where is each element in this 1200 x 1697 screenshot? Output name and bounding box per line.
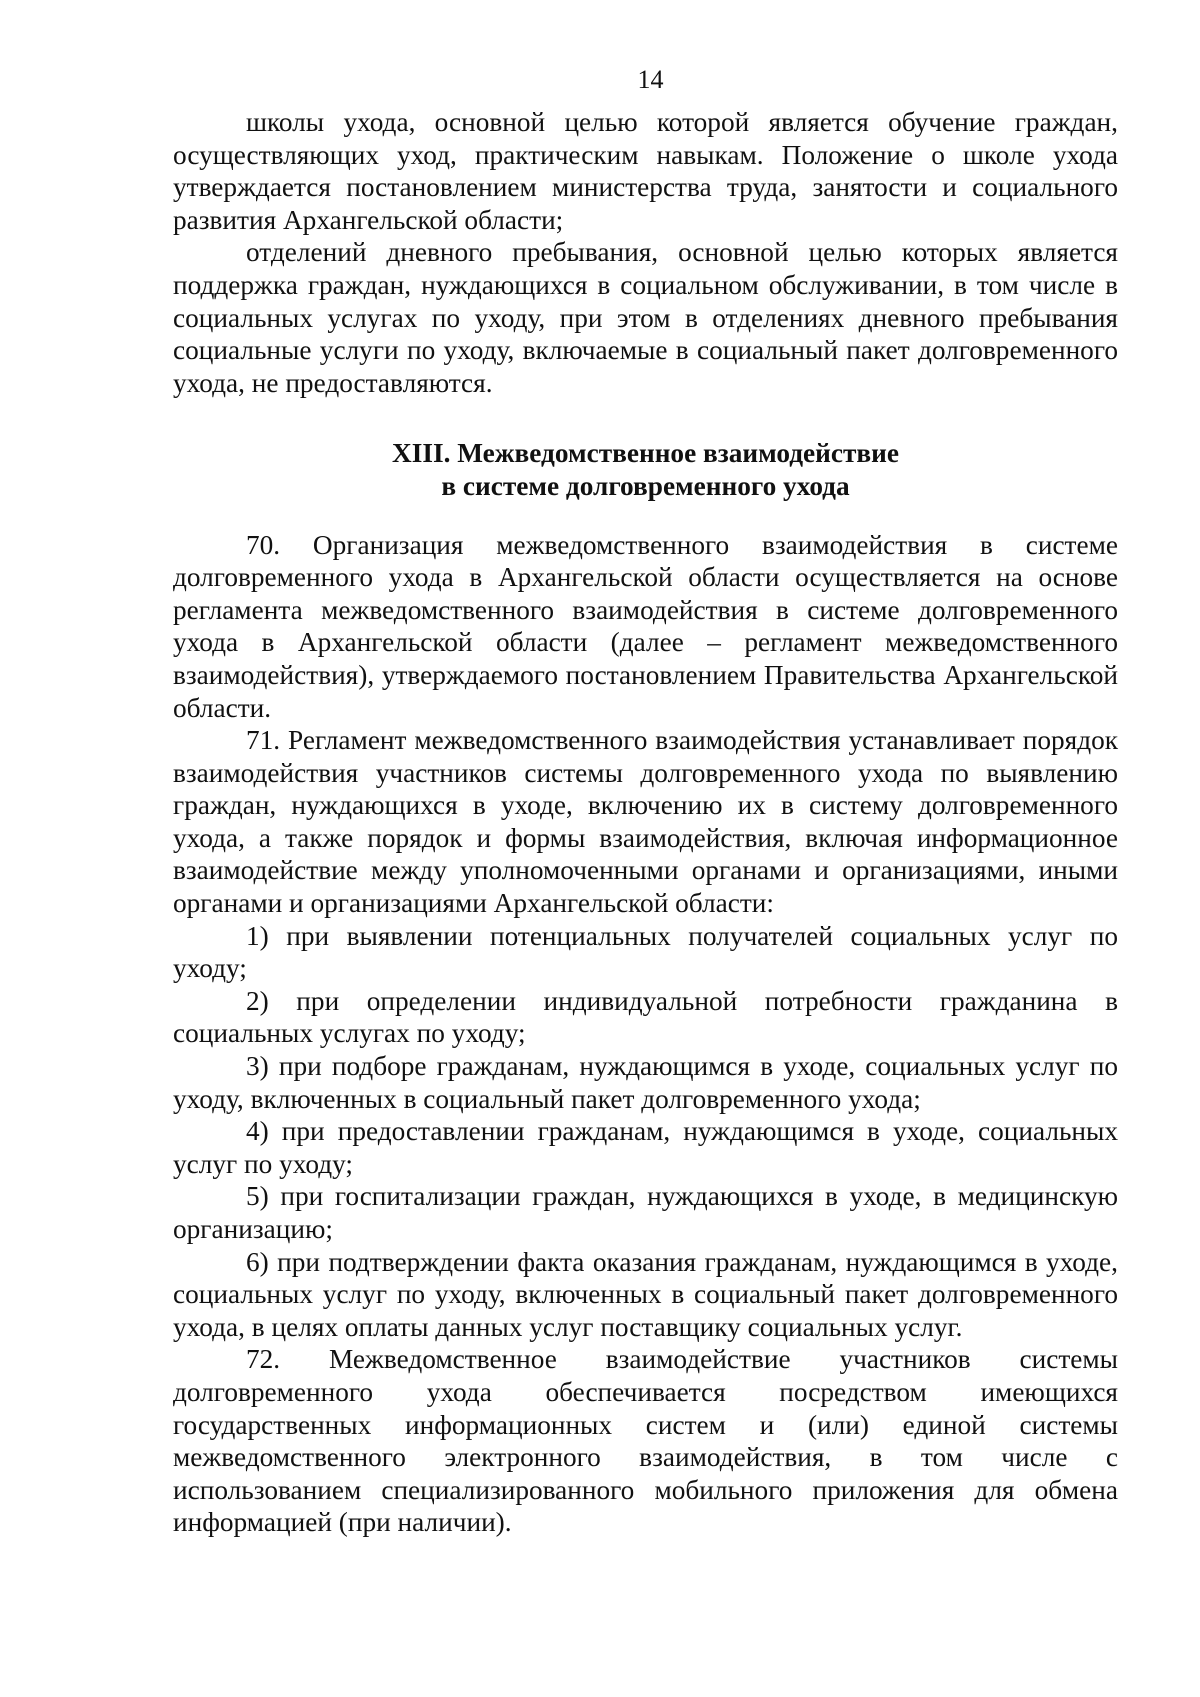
- list-item-5: 5) при госпитализации граждан, нуждающихся в уходе, в медицинскую организацию;: [173, 1181, 1118, 1244]
- paragraph-day-care-units: отделений дневного пребывания, основной целью которых является поддержка граждан, нуждающихся в социальном обслуживании, в том числе в социальных услугах по уходу, при этом в отделениях дневного пребывания социальные услуги по уходу, включаемые в социальный пакет долговременного ухода, не предоставляются.: [173, 237, 1118, 398]
- paragraph-school-of-care: школы ухода, основной целью которой является обучение граждан, осуществляющих уход, практическим навыкам. Положение о школе ухода утверждается постановлением министерства труда, занятости и социального развития Архангельской области;: [173, 107, 1118, 235]
- list-item-2: 2) при определении индивидуальной потребности гражданина в социальных услугах по уходу;: [173, 985, 1118, 1049]
- page-number: 14: [637, 65, 664, 94]
- list-item-3: 3) при подборе гражданам, нуждающимся в уходе, социальных услуг по уходу, включенных в социальный пакет долговременного ухода;: [173, 1051, 1118, 1114]
- list-item-6: 6) при подтверждении факта оказания гражданам, нуждающимся в уходе, социальных услуг по уходу, включенных в социальный пакет долговременного ухода, в целях оплаты данных услуг поставщику социальных услуг.: [173, 1246, 1118, 1342]
- document-page: [173, 62, 1118, 1539]
- paragraph-71: 71. Регламент межведомственного взаимодействия устанавливает порядок взаимодействия участников системы долговременного ухода по выявлению граждан, нуждающихся в уходе, включению их в систему долговременного ухода, а также порядок и формы взаимодействия, включая информационное взаимодействие между уполномоченными органами и организациями, иными органами и организациями Архангельской области:: [173, 725, 1118, 919]
- list-item-4: 4) при предоставлении гражданам, нуждающимся в уходе, социальных услуг по уходу;: [173, 1116, 1118, 1179]
- section-heading-line2: в системе долговременного ухода: [441, 470, 850, 501]
- section-heading: [173, 437, 1118, 502]
- section-heading-line1: XIII. Межведомственное взаимодействие: [392, 438, 899, 469]
- paragraph-72: 72. Межведомственное взаимодействие участников системы долговременного ухода обеспечивается посредством имеющихся государственных информационных систем и (или) единой системы межведомственного электронного взаимодействия, в том числе с использованием специализированного мобильного приложения для обмена информацией (при наличии).: [173, 1344, 1118, 1538]
- paragraph-70: 70. Организация межведомственного взаимодействия в системе долговременного ухода в Архангельской области осуществляется на основе регламента межведомственного взаимодействия в системе долговременного ухода в Архангельской области (далее – регламент межведомственного взаимодействия), утверждаемого постановлением Правительства Архангельской области.: [173, 529, 1118, 723]
- list-item-1: 1) при выявлении потенциальных получателей социальных услуг по уходу;: [173, 920, 1118, 984]
